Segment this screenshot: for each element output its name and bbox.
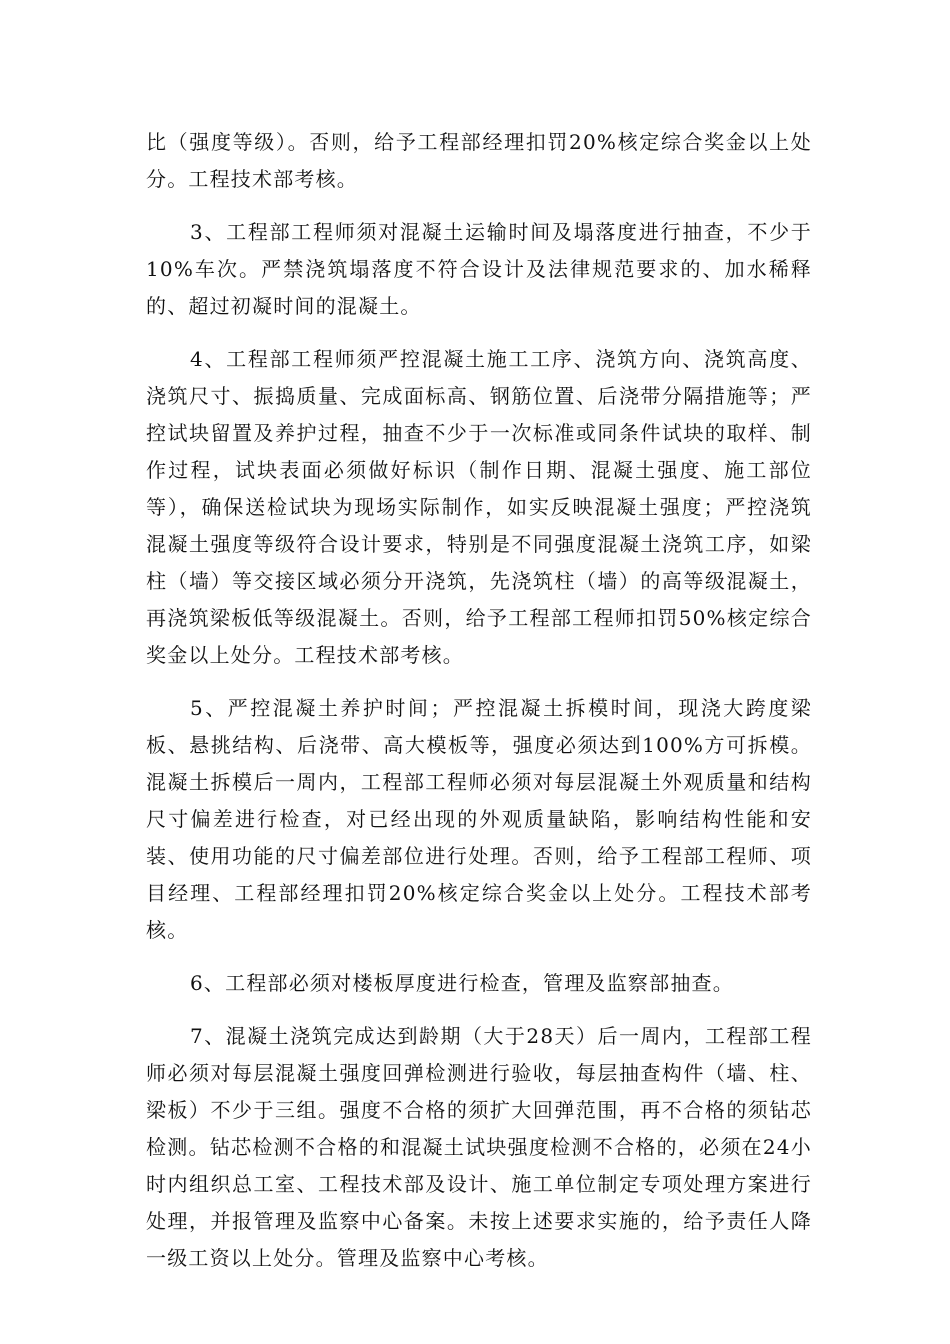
- document-body: [146, 124, 812, 1293]
- paragraph-item-3: 3、工程部工程师须对混凝土运输时间及塌落度进行抽查，不少于10%车次。严禁浇筑塌落度不符合设计及法律规范要求的、加水稀释的、超过初凝时间的混凝土。: [146, 220, 812, 318]
- paragraph-item-4: 4、工程部工程师须严控混凝土施工工序、浇筑方向、浇筑高度、浇筑尺寸、振捣质量、完成面标高、钢筋位置、后浇带分隔措施等；严控试块留置及养护过程，抽查不少于一次标准或同条件试块的取样、制作过程，试块表面必须做好标识（制作日期、混凝土强度、施工部位等），确保送检试块为现场实际制作，如实反映混凝土强度；严控浇筑混凝土强度等级符合设计要求，特别是不同强度混凝土浇筑工序，如梁柱（墙）等交接区域必须分开浇筑，先浇筑柱（墙）的高等级混凝土，再浇筑梁板低等级混凝土。否则，给予工程部工程师扣罚50%核定综合奖金以上处分。工程技术部考核。: [146, 347, 812, 667]
- paragraph-item-7: 7、混凝土浇筑完成达到龄期（大于28天）后一周内，工程部工程师必须对每层混凝土强度回弹检测进行验收，每层抽查构件（墙、柱、梁板）不少于三组。强度不合格的须扩大回弹范围，再不合格的须钻芯检测。钻芯检测不合格的和混凝土试块强度检测不合格的，必须在24小时内组织总工室、工程技术部及设计、施工单位制定专项处理方案进行处理，并报管理及监察中心备案。未按上述要求实施的，给予责任人降一级工资以上处分。管理及监察中心考核。: [146, 1024, 812, 1270]
- paragraph-item-5: 5、严控混凝土养护时间；严控混凝土拆模时间，现浇大跨度梁板、悬挑结构、后浇带、高大模板等，强度必须达到100%方可拆模。混凝土拆模后一周内，工程部工程师必须对每层混凝土外观质量和结构尺寸偏差进行检查，对已经出现的外观质量缺陷，影响结构性能和安装、使用功能的尺寸偏差部位进行处理。否则，给予工程部工程师、项目经理、工程部经理扣罚20%核定综合奖金以上处分。工程技术部考核。: [146, 696, 812, 942]
- paragraph-continuation: 比（强度等级）。否则，给予工程部经理扣罚20%核定综合奖金以上处分。工程技术部考核。: [146, 130, 812, 191]
- paragraph-item-6: 6、工程部必须对楼板厚度进行检查，管理及监察部抽查。: [190, 971, 734, 995]
